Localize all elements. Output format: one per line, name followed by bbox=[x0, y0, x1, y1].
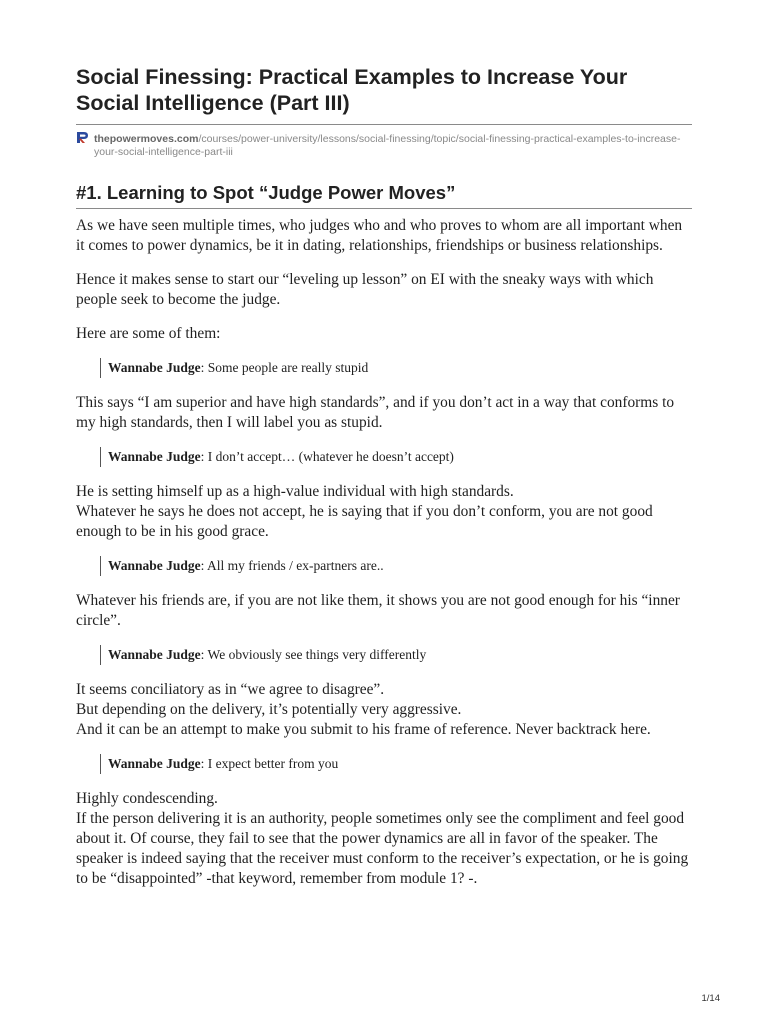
quote-speaker: Wannabe Judge bbox=[108, 647, 201, 662]
blockquote bbox=[100, 447, 692, 467]
section-divider bbox=[76, 208, 692, 209]
blockquote bbox=[100, 754, 692, 774]
body-line: If the person delivering it is an authority, people sometimes only see the compliment and feel good about it. Of course, they fail to see that the power dynamics are all in favor of the speaker. The speaker is indeed saying that the receiver must conform to the receiver’s expectation, or he is going to be “disappointed” -that keyword, remember from module 1? -. bbox=[76, 810, 689, 887]
quote-speaker: Wannabe Judge bbox=[108, 360, 201, 375]
article-body bbox=[76, 216, 692, 889]
source-url[interactable] bbox=[76, 131, 692, 159]
body-paragraph bbox=[76, 789, 692, 889]
body-paragraph: This says “I am superior and have high standards”, and if you don’t act in a way that conforms to my high standards, then I will label you as stupid. bbox=[76, 394, 675, 431]
section-heading: #1. Learning to Spot “Judge Power Moves” bbox=[76, 182, 456, 203]
body-line: He is setting himself up as a high-value individual with high standards. bbox=[76, 483, 514, 500]
body-paragraph: As we have seen multiple times, who judges who and who proves to whom are all important when it comes to power dynamics, be it in dating, relationships, friendships or business relationships. bbox=[76, 217, 683, 254]
title-divider bbox=[76, 124, 692, 125]
blockquote bbox=[100, 358, 692, 378]
body-paragraph: Hence it makes sense to start our “leveling up lesson” on EI with the sneaky ways with which people seek to become the judge. bbox=[76, 271, 654, 308]
quote-speaker: Wannabe Judge bbox=[108, 558, 201, 573]
quote-text: : I don’t accept… (whatever he doesn’t accept) bbox=[200, 449, 454, 464]
body-line: Whatever he says he does not accept, he is saying that if you don’t conform, you are not good enough to be in his good grace. bbox=[76, 503, 653, 540]
quote-text: : Some people are really stupid bbox=[200, 360, 369, 375]
page-title: Social Finessing: Practical Examples to Increase Your Social Intelligence (Part III) bbox=[76, 65, 628, 115]
document-page bbox=[76, 64, 692, 903]
thepowermoves-logo-icon bbox=[76, 131, 90, 144]
quote-speaker: Wannabe Judge bbox=[108, 449, 201, 464]
body-line: Highly condescending. bbox=[76, 790, 218, 807]
quote-text: : We obviously see things very differently bbox=[200, 647, 427, 662]
source-path[interactable]: /courses/power-university/lessons/social-finessing/topic/social-finessing-practical-examples-to-increase-your-social-intelligence-part-iii bbox=[94, 133, 681, 158]
page-number: 1/14 bbox=[701, 993, 720, 1004]
body-paragraph bbox=[76, 482, 692, 542]
body-line: And it can be an attempt to make you submit to his frame of reference. Never backtrack here. bbox=[76, 721, 651, 738]
quote-speaker: Wannabe Judge bbox=[108, 756, 201, 771]
quote-text: : All my friends / ex-partners are.. bbox=[200, 558, 384, 573]
source-domain[interactable]: thepowermoves.com bbox=[94, 133, 199, 145]
body-paragraph bbox=[76, 680, 692, 740]
blockquote bbox=[100, 645, 692, 665]
blockquote bbox=[100, 556, 692, 576]
body-line: But depending on the delivery, it’s potentially very aggressive. bbox=[76, 701, 462, 718]
quote-text: : I expect better from you bbox=[200, 756, 339, 771]
body-paragraph: Here are some of them: bbox=[76, 325, 221, 342]
body-paragraph: Whatever his friends are, if you are not like them, it shows you are not good enough for his “inner circle”. bbox=[76, 592, 680, 629]
body-line: It seems conciliatory as in “we agree to disagree”. bbox=[76, 681, 385, 698]
